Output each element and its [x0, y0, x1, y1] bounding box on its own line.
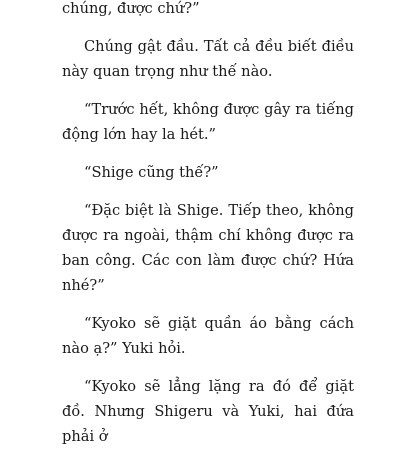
paragraph-7: “Kyoko sẽ lẳng lặng ra đó để giặt đồ. Nhưng Shigeru và Yuki, hai đứa phải ở	[62, 378, 354, 445]
paragraph-2: Chúng gật đầu. Tất cả đều biết điều này quan trọng như thế nào.	[62, 38, 354, 80]
paragraph-1: chúng, được chứ?”	[62, 0, 200, 17]
paragraph-5: “Đặc biệt là Shige. Tiếp theo, không được ra ngoài, thậm chí không được ra ban công. Các con làm được chứ? Hứa nhé?”	[62, 202, 354, 294]
paragraph-3: “Trước hết, không được gây ra tiếng động lớn hay la hét.”	[62, 101, 354, 143]
page-text	[62, 0, 354, 462]
paragraph-6: “Kyoko sẽ giặt quần áo bằng cách nào ạ?” Yuki hỏi.	[62, 315, 354, 357]
paragraph-4: “Shige cũng thế?”	[84, 164, 219, 181]
